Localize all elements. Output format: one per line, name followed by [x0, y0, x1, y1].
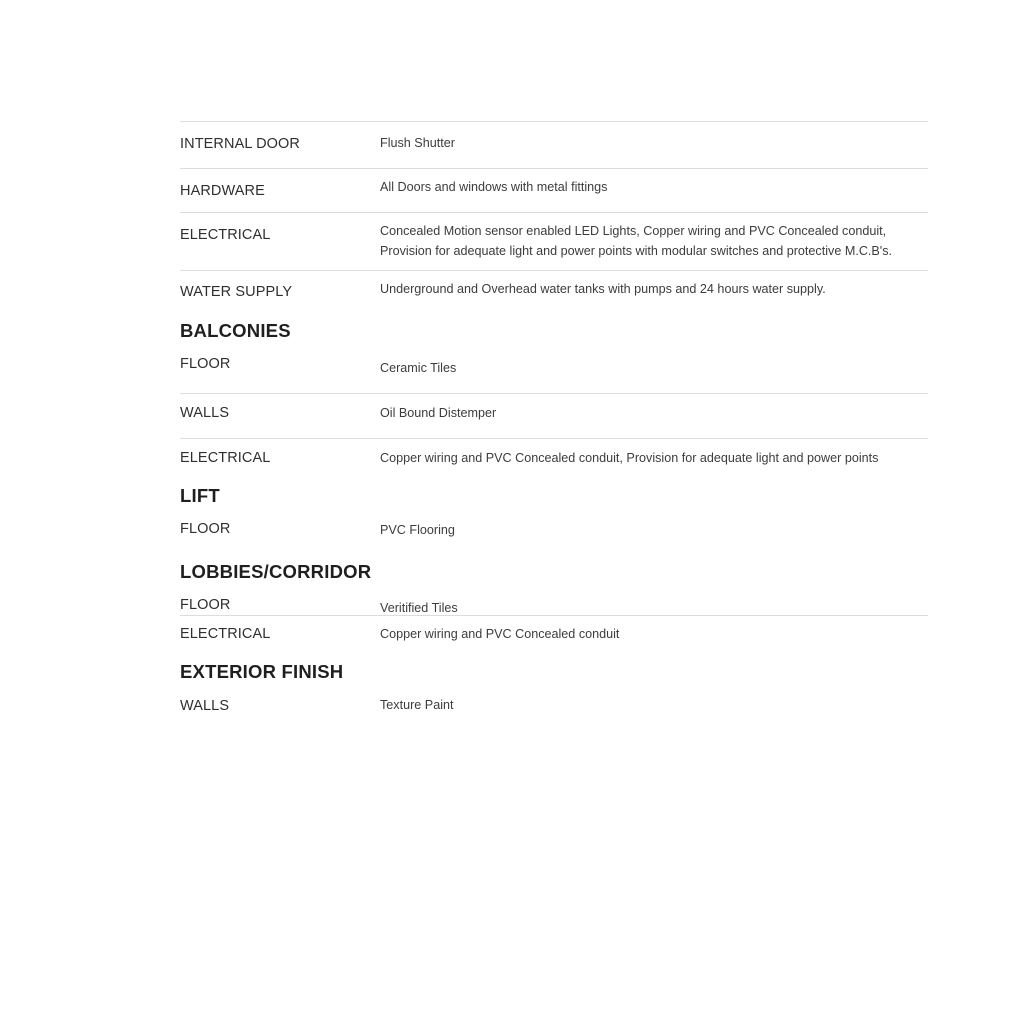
spec-label: ELECTRICAL — [180, 227, 271, 243]
spec-label: FLOOR — [180, 521, 231, 537]
spec-value: Oil Bound Distemper — [380, 406, 497, 420]
spec-row-water-supply — [180, 270, 928, 320]
spec-label: WATER SUPPLY — [180, 284, 293, 300]
spec-value: All Doors and windows with metal fittings — [380, 180, 608, 194]
spec-row-lobbies-electrical — [180, 615, 928, 661]
spec-label: WALLS — [180, 698, 230, 714]
spec-row-exterior-walls — [180, 691, 928, 731]
spec-label: WALLS — [180, 405, 230, 421]
section-heading-balconies: BALCONIES — [180, 320, 291, 341]
spec-row-internal-door — [180, 121, 928, 168]
section-heading-exterior-finish: EXTERIOR FINISH — [180, 661, 344, 682]
spec-value: Texture Paint — [380, 698, 454, 712]
spec-row-balconies-walls — [180, 393, 928, 438]
spec-value: Underground and Overhead water tanks with pumps and 24 hours water supply. — [380, 282, 826, 296]
spec-value: Copper wiring and PVC Concealed conduit — [380, 627, 620, 641]
spec-label: HARDWARE — [180, 183, 265, 199]
spec-label: ELECTRICAL — [180, 450, 271, 466]
specification-sheet — [180, 121, 928, 731]
spec-row-electrical — [180, 212, 928, 270]
spec-row-lift-floor — [180, 515, 928, 561]
section-heading-lift: LIFT — [180, 485, 220, 506]
spec-label: INTERNAL DOOR — [180, 136, 300, 152]
spec-value: PVC Flooring — [380, 523, 455, 537]
spec-label: FLOOR — [180, 597, 231, 613]
spec-label: FLOOR — [180, 356, 231, 372]
spec-label: ELECTRICAL — [180, 626, 271, 642]
spec-row-hardware — [180, 168, 928, 212]
spec-row-lobbies-floor — [180, 591, 928, 615]
spec-value: Veritified Tiles — [380, 601, 458, 615]
spec-value: Concealed Motion sensor enabled LED Lights, Copper wiring and PVC Concealed conduit, Provision for adequate light and power points with modular switches and protective M.C.B's. — [380, 224, 893, 258]
section-heading-lobbies-corridor: LOBBIES/CORRIDOR — [180, 561, 372, 582]
spec-value: Flush Shutter — [380, 136, 455, 150]
spec-value: Copper wiring and PVC Concealed conduit, Provision for adequate light and power points — [380, 451, 879, 465]
spec-row-balconies-floor — [180, 350, 928, 393]
spec-value: Ceramic Tiles — [380, 361, 457, 375]
spec-row-balconies-electrical — [180, 438, 928, 485]
